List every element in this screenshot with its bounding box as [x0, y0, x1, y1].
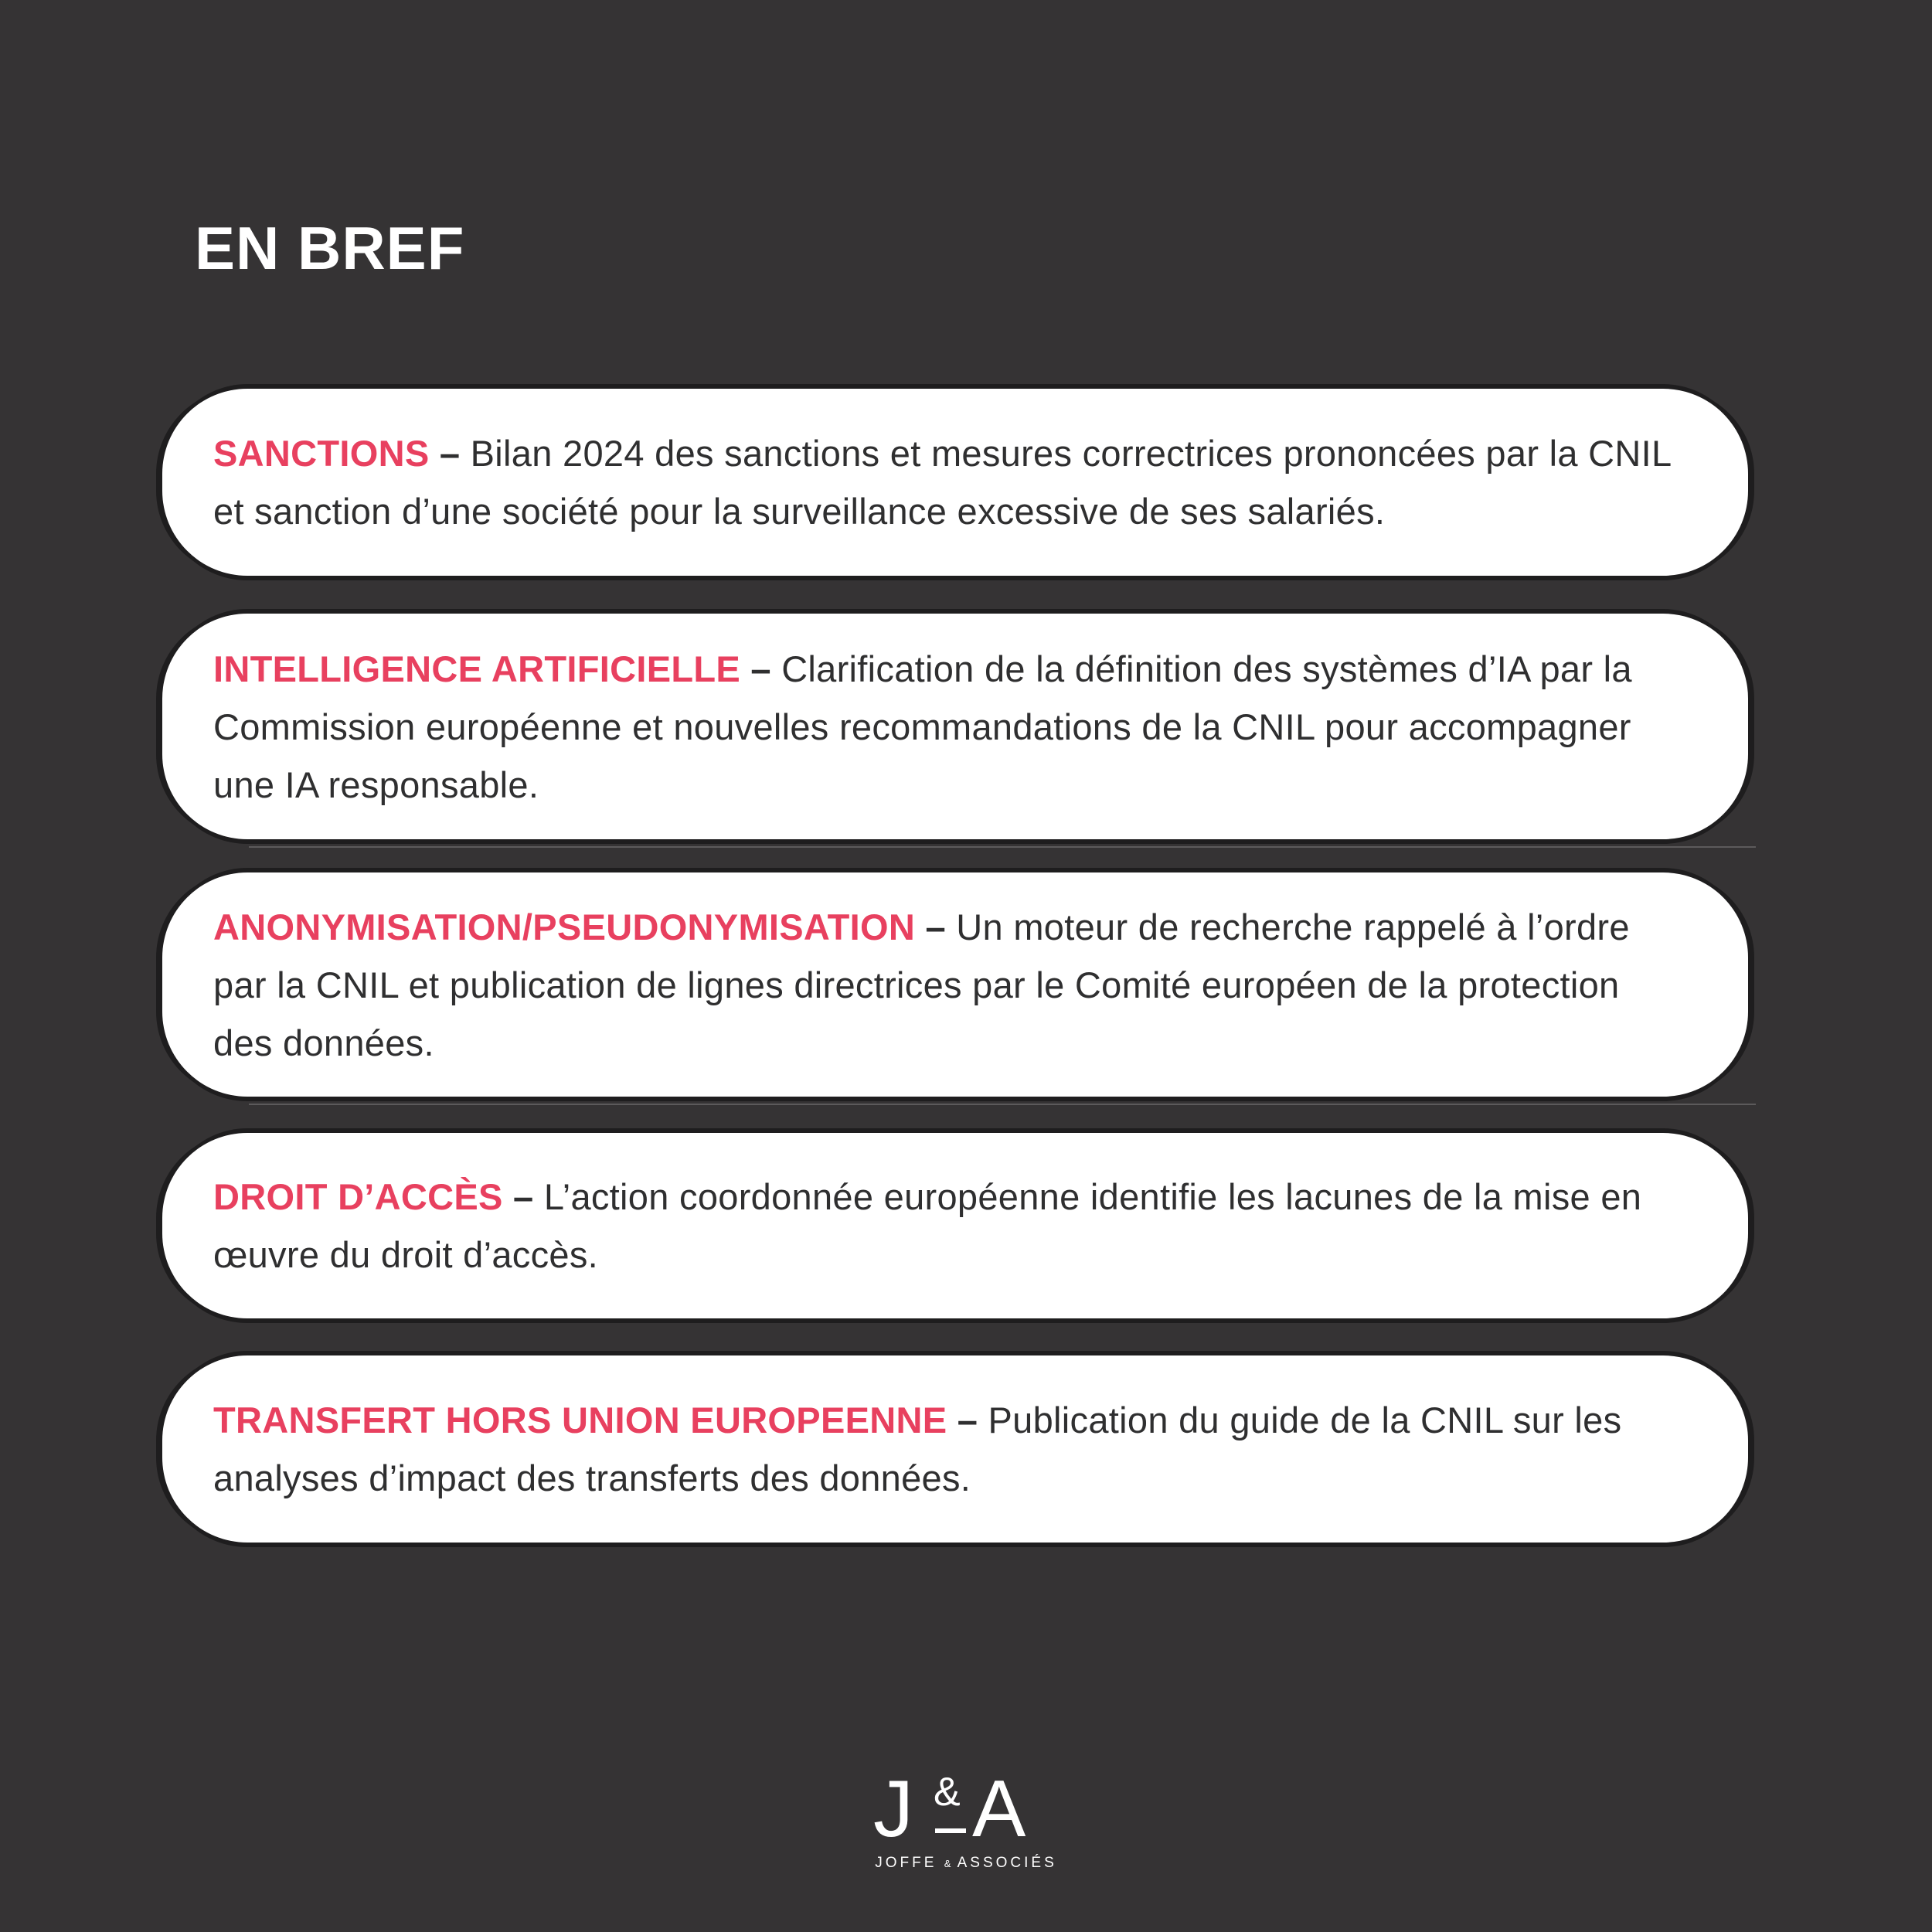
- card-text: [213, 1391, 1679, 1507]
- logo-underline: [935, 1828, 966, 1833]
- card-label: ANONYMISATION/PSEUDONYMISATION: [213, 906, 916, 947]
- logo-name-left: JOFFE: [875, 1855, 937, 1871]
- summary-card-intelligence-artificielle: [162, 614, 1748, 839]
- summary-card-sanctions: [162, 389, 1748, 576]
- card-text: [213, 640, 1679, 814]
- card-dash: –: [740, 648, 782, 689]
- card-text: [213, 424, 1679, 540]
- joffe-associes-logo: [866, 1768, 1066, 1876]
- logo-ampersand: &: [934, 1770, 961, 1815]
- card-label: SANCTIONS: [213, 433, 430, 474]
- logo-mark: [873, 1768, 1059, 1845]
- logo-letter-j: J: [873, 1768, 913, 1845]
- card-description: L’action coordonnée européenne identifie les lacunes de la mise en œuvre du droit d’accès.: [213, 1176, 1642, 1275]
- card-label: DROIT D’ACCÈS: [213, 1176, 503, 1217]
- card-dash: –: [502, 1176, 544, 1217]
- summary-card-anonymisation: [162, 872, 1748, 1097]
- page-title: EN BREF: [195, 214, 465, 282]
- card-text: [213, 1168, 1679, 1284]
- summary-card-transfert-hors-ue: [162, 1355, 1748, 1543]
- card-description: Bilan 2024 des sanctions et mesures correctrices prononcées par la CNIL et sanction d’une société pour la surveillance excessive de ses salariés.: [213, 433, 1671, 532]
- logo-name-right: ASSOCIÉS: [957, 1855, 1057, 1871]
- card-text: [213, 898, 1679, 1072]
- card-dash: –: [915, 906, 957, 947]
- logo-letter-a: A: [972, 1768, 1026, 1845]
- card-description: Publication du guide de la CNIL sur les analyses d’impact des transferts des données.: [213, 1400, 1622, 1498]
- divider: [249, 1104, 1756, 1105]
- logo-name-amp: &: [944, 1858, 951, 1869]
- card-dash: –: [947, 1400, 988, 1440]
- card-dash: –: [429, 433, 471, 474]
- divider: [249, 846, 1756, 848]
- summary-card-droit-acces: [162, 1133, 1748, 1318]
- card-description: Clarification de la définition des systèmes d’IA par la Commission européenne et nouvelles recommandations de la CNIL pour accompagner une IA responsable.: [213, 648, 1632, 805]
- card-label: TRANSFERT HORS UNION EUROPEENNE: [213, 1400, 947, 1440]
- card-description: Un moteur de recherche rappelé à l’ordre par la CNIL et publication de lignes directrices par le Comité européen de la protection des données.: [213, 906, 1630, 1063]
- card-label: INTELLIGENCE ARTIFICIELLE: [213, 648, 741, 689]
- logo-wordmark: [866, 1855, 1066, 1872]
